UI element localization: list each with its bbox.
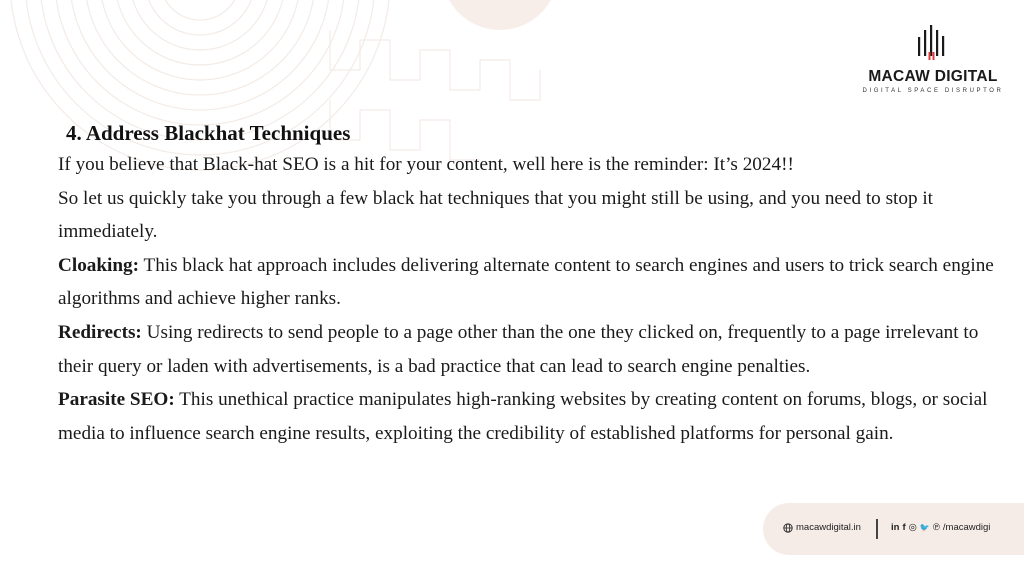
twitter-icon[interactable]: 🐦 [919,522,930,532]
footer-website[interactable] [783,522,861,533]
logo-mark-icon [915,22,951,62]
website-link[interactable]: macawdigital.in [796,522,861,533]
technique-term: Cloaking: [58,254,140,276]
technique-text: This black hat approach includes delivering alternate content to search engines and users to trick search engine algorithms and achieve higher ranks. [58,254,994,310]
intro-line-2: So let us quickly take you through a few black hat techniques that you might still be using, and you need to stop it immediately. [58,187,934,243]
brand-name: MACAW DIGITAL [868,68,998,85]
instagram-icon[interactable]: ◎ [908,521,917,533]
footer-divider [876,519,878,539]
facebook-icon[interactable]: f [902,521,906,533]
technique-term: Parasite SEO: [58,389,175,411]
slide-content [58,118,1016,450]
technique-text: This unethical practice manipulates high-ranking websites by creating content on forums, blogs, or social media to influence search engine results, exploiting the credibility of established platforms for personal gain. [58,389,988,444]
technique-cloaking [58,249,1016,316]
footer-social [891,522,990,533]
brand-logo [858,22,1008,94]
technique-text: Using redirects to send people to a page other than the one they clicked on, frequently to a page irrelevant to their query or laden with advertisements, is a bad practice that can lead to search engine penalties. [58,321,979,377]
technique-term: Redirects: [58,321,142,343]
technique-parasite-seo [58,383,1016,450]
footer-contact-bar [763,503,1024,555]
social-handle[interactable]: /macawdigi [942,522,991,533]
technique-redirects [58,316,1016,383]
slide-heading: 4. Address Blackhat Techniques [66,121,351,145]
decor-circle [442,0,558,30]
brand-tagline: DIGITAL SPACE DISRUPTOR [862,88,1004,94]
pinterest-icon[interactable]: ℗ [932,521,940,533]
linkedin-icon[interactable]: in [891,521,900,533]
globe-icon [783,523,793,533]
intro-line-1: If you believe that Black-hat SEO is a hit for your content, well here is the reminder: It’s 2024!! [58,154,794,175]
